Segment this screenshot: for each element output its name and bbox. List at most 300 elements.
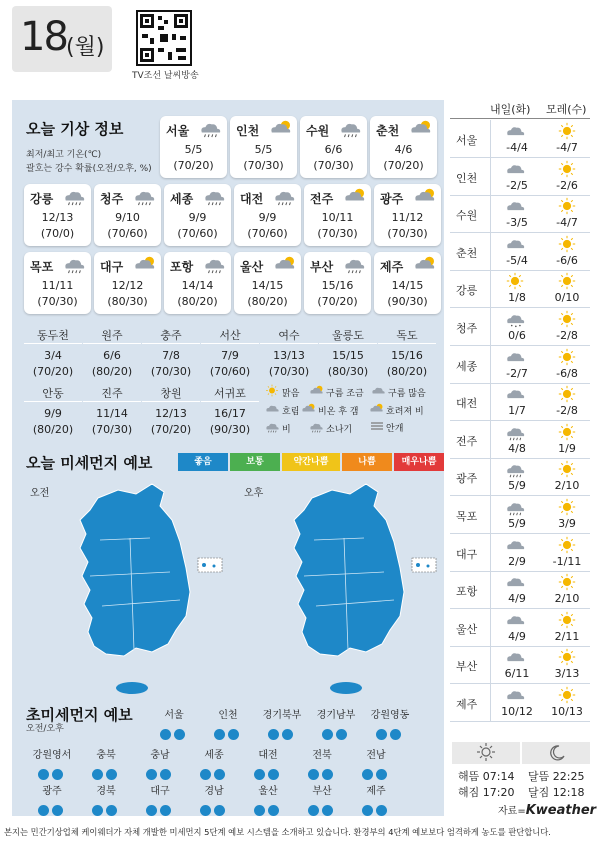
fine-dust-경북: [80, 782, 132, 820]
city-temp: 9/9: [188, 211, 207, 224]
minor-city-원주: [83, 327, 141, 387]
legend-label: 구름 조금: [326, 388, 364, 399]
forecast-d1: 5/9: [508, 479, 526, 493]
sun-cloud-icon: [341, 186, 367, 206]
city-card-부산: [304, 252, 371, 314]
city-temp: 11/12: [391, 211, 424, 224]
dust-am-dot: [214, 729, 225, 740]
forecast-row-춘천: [450, 233, 590, 271]
fine-region-name: 울산: [258, 786, 278, 797]
city-card-춘천: [370, 116, 437, 178]
fine-dust-충북: [80, 746, 132, 784]
legend-흐려져 비: [368, 402, 424, 418]
minor-city-prob: (80/30): [327, 365, 369, 378]
city-card-목포: [24, 252, 91, 314]
dust-am-dot: [92, 769, 103, 780]
fine-region-name: 충남: [150, 750, 170, 761]
forecast-d1: 6/11: [504, 667, 530, 681]
sunset: 해짐 17:20: [458, 786, 515, 799]
minor-city-독도: [378, 327, 436, 387]
city-prob: (70/20): [317, 295, 358, 308]
minor-city-name: 서산: [219, 329, 241, 342]
forecast-city: 대구: [456, 547, 478, 561]
dust-pm-dot: [214, 769, 225, 780]
dust-am-dot: [322, 729, 333, 740]
legend-구름 조금: [308, 384, 364, 400]
forecast-d1: 5/9: [508, 517, 526, 530]
minor-city-temp: 15/15: [332, 349, 364, 362]
dust-am-dot: [200, 805, 211, 816]
city-temp: 12/13: [41, 211, 74, 224]
forecast-d2: -1/11: [552, 554, 582, 568]
sun-cloud-icon: [411, 186, 437, 206]
fine-dust-대구: [134, 782, 186, 820]
legend-icon: [264, 384, 280, 400]
city-card-인천: [230, 116, 297, 178]
cloud-rain-icon: [341, 254, 367, 274]
forecast-city: 강릉: [456, 284, 478, 298]
dust-am-dot: [160, 729, 171, 740]
city-temp: 14/14: [181, 279, 214, 292]
sun-cloud-icon: [267, 118, 293, 138]
minor-city-prob: (70/60): [209, 365, 251, 378]
fine-region-name: 인천: [218, 710, 238, 721]
prob-note: 괄호는 강수 확률(오전/오후, %): [26, 164, 152, 174]
city-card-강릉: [24, 184, 91, 246]
sun-cloud-icon: [411, 254, 437, 274]
forecast-d1: -2/7: [506, 366, 528, 380]
forecast-d2: 2/11: [554, 629, 580, 643]
fine-dust-title: 초미세먼지 예보: [26, 706, 133, 724]
sunrise: 해뜸 07:14: [458, 770, 515, 783]
forecast-row-울산: [450, 609, 590, 647]
cloud-rain-icon: [197, 118, 223, 138]
city-name: 대구: [100, 260, 124, 274]
minor-city-temp: 3/4: [44, 349, 62, 362]
dust-am-dot: [308, 805, 319, 816]
fine-dust-경남: [188, 782, 240, 820]
forecast-d1: 4/8: [508, 441, 526, 455]
sun-cloud-icon: [271, 254, 297, 274]
sun-cloud-icon: [131, 254, 157, 274]
dust-pm-dot: [390, 729, 401, 740]
dust-pm-dot: [336, 729, 347, 740]
fine-region-name: 경기북부: [262, 710, 302, 721]
city-card-대전: [234, 184, 301, 246]
city-card-전주: [304, 184, 371, 246]
city-prob: (70/30): [387, 227, 428, 240]
city-temp: 5/5: [184, 143, 203, 156]
minor-city-동두천: [24, 327, 82, 387]
fine-region-name: 강원영동: [370, 710, 410, 721]
fine-dust-강원영동: [364, 706, 416, 744]
forecast-row-강릉: [450, 270, 590, 308]
header-rule: [450, 118, 590, 119]
city-name: 울산: [240, 260, 264, 274]
dust-pm-dot: [228, 729, 239, 740]
dust-map-am: [40, 480, 230, 700]
dust-pm-dot: [106, 769, 117, 780]
forecast-row-전주: [450, 421, 590, 459]
fine-dust-대전: [242, 746, 294, 784]
dust-am-dot: [146, 805, 157, 816]
fine-region-name: 강원영서: [32, 750, 72, 761]
legend-구름 많음: [370, 384, 426, 400]
minor-city-temp: 15/16: [391, 349, 423, 362]
dust-am-dot: [254, 805, 265, 816]
dust-am-dot: [268, 729, 279, 740]
minor-city-안동: [24, 385, 82, 445]
city-prob: (70/30): [37, 295, 78, 308]
forecast-d2: 10/13: [551, 705, 583, 718]
forecast-city: 세종: [456, 359, 478, 373]
minor-city-name: 진주: [101, 387, 123, 400]
fine-dust-강원영서: [26, 746, 78, 784]
legend-비온 후 갬: [300, 402, 359, 418]
minor-city-name: 안동: [42, 387, 64, 400]
fine-region-name: 서울: [164, 710, 184, 721]
city-card-포항: [164, 252, 231, 314]
moon-icon: [548, 744, 566, 766]
forecast-row-청주: [450, 308, 590, 346]
city-card-수원: [300, 116, 367, 178]
date-day: 18: [20, 14, 67, 60]
am-label: 오전: [30, 488, 50, 499]
dust-am-dot: [254, 769, 265, 780]
legend-icon: [370, 384, 386, 400]
legend-icon: [368, 402, 384, 418]
city-card-광주: [374, 184, 441, 246]
column-divider: [490, 120, 491, 722]
minor-city-여수: [260, 327, 318, 387]
city-name: 청주: [100, 192, 124, 206]
minor-city-temp: 7/9: [221, 349, 239, 362]
city-prob: (70/60): [247, 227, 288, 240]
city-name: 전주: [310, 192, 334, 206]
city-temp: 14/15: [251, 279, 284, 292]
city-temp: 4/6: [394, 143, 413, 156]
legend-흐림: [264, 402, 299, 418]
city-temp: 6/6: [324, 143, 343, 156]
legend-icon: [308, 384, 324, 400]
forecast-d1: -2/5: [506, 178, 528, 192]
dust-pm-dot: [322, 769, 333, 780]
divider: [319, 343, 377, 344]
forecast-d1: -5/4: [506, 253, 528, 267]
divider: [24, 401, 82, 402]
city-name: 대전: [240, 192, 264, 206]
qr-code-icon[interactable]: [136, 10, 192, 66]
city-prob: (70/60): [107, 227, 148, 240]
forecast-city: 목포: [456, 510, 478, 523]
legend-label: 안개: [386, 424, 404, 434]
forecast-city: 울산: [456, 622, 478, 636]
city-card-울산: [234, 252, 301, 314]
fine-region-name: 광주: [42, 786, 62, 797]
city-temp: 12/12: [111, 279, 144, 292]
fine-region-name: 대전: [258, 750, 278, 761]
sun-icon: [476, 742, 496, 766]
fine-region-name: 경북: [96, 786, 116, 797]
minor-city-prob: (70/30): [91, 423, 133, 436]
minor-city-temp: 9/9: [44, 407, 62, 420]
fine-dust-경기북부: [256, 706, 308, 744]
dust-map-pm: [254, 480, 444, 700]
forecast-row-제주: [450, 684, 590, 722]
dust-pm-dot: [268, 805, 279, 816]
minor-city-prob: (90/30): [209, 423, 251, 436]
city-prob: (70/0): [40, 227, 75, 240]
dust-pm-dot: [376, 769, 387, 780]
city-card-세종: [164, 184, 231, 246]
city-prob: (90/30): [387, 295, 428, 308]
legend-label: 맑음: [282, 388, 300, 399]
dust-am-dot: [376, 729, 387, 740]
dust-am-dot: [362, 805, 373, 816]
fine-region-name: 전남: [366, 750, 386, 761]
minor-city-temp: 12/13: [155, 407, 187, 420]
dust-am-dot: [308, 769, 319, 780]
fine-region-name: 경기남부: [316, 710, 356, 721]
city-prob: (80/20): [177, 295, 218, 308]
dust-pm-dot: [160, 805, 171, 816]
city-prob: (70/20): [383, 159, 424, 172]
forecast-d1: 4/9: [508, 629, 526, 643]
sun-cloud-icon: [407, 118, 433, 138]
forecast-row-서울: [450, 120, 590, 158]
city-prob: (70/20): [173, 159, 214, 172]
minor-city-울릉도: [319, 327, 377, 387]
city-name: 광주: [380, 192, 404, 206]
city-temp: 9/10: [115, 211, 140, 224]
minor-city-prob: (70/20): [150, 423, 192, 436]
forecast-city: 청주: [456, 322, 478, 335]
legend-맑음: [264, 384, 299, 400]
forecast-d1: 4/9: [508, 592, 526, 606]
dust-pm-dot: [376, 805, 387, 816]
forecast-row-인천: [450, 158, 590, 196]
dust-am-dot: [92, 805, 103, 816]
dust-am-dot: [200, 769, 211, 780]
dust-level-0: 좋음: [178, 453, 228, 471]
dust-pm-dot: [106, 805, 117, 816]
forecast-d2: 1/9: [558, 441, 576, 455]
fine-region-name: 대구: [150, 786, 170, 797]
city-name: 수원: [306, 124, 330, 138]
minor-city-prob: (70/20): [32, 365, 74, 378]
forecast-d1: 1/7: [508, 404, 526, 418]
pm-label: 오후: [244, 488, 264, 499]
temp-note: 최저/최고 기온(℃): [26, 150, 102, 160]
forecast-d2: -2/6: [556, 178, 578, 192]
legend-icon: [308, 420, 324, 436]
kweather-logo: Kweather: [525, 803, 597, 818]
forecast-d1: 0/6: [508, 329, 526, 342]
city-temp: 14/15: [391, 279, 424, 292]
legend-label: 구름 많음: [388, 388, 426, 399]
minor-city-창원: [142, 385, 200, 445]
forecast-d1: 10/12: [501, 705, 533, 718]
minor-city-prob: (80/20): [91, 365, 133, 378]
forecast-d2: -6/6: [556, 253, 578, 267]
legend-icon: [264, 402, 280, 418]
dust-pm-dot: [52, 769, 63, 780]
dust-am-dot: [146, 769, 157, 780]
forecast-row-대구: [450, 534, 590, 572]
forecast-d2: -4/7: [556, 141, 578, 154]
fine-region-name: 전북: [312, 750, 332, 761]
forecast-d1: -3/5: [506, 216, 528, 230]
qr-caption: TV조선 날씨방송: [132, 71, 199, 81]
minor-city-name: 동두천: [37, 329, 69, 342]
legend-icon: [370, 420, 384, 435]
minor-city-name: 독도: [396, 329, 418, 342]
dust-pm-dot: [268, 769, 279, 780]
fine-dust-전북: [296, 746, 348, 784]
forecast-d2: -2/8: [556, 404, 578, 418]
today-title: 오늘 기상 정보: [26, 120, 124, 138]
forecast-city: 서울: [456, 134, 478, 147]
minor-city-temp: 13/13: [273, 349, 305, 362]
legend-label: 비: [282, 424, 291, 435]
forecast-city: 부산: [456, 660, 478, 674]
minor-city-name: 서귀포: [214, 387, 246, 400]
minor-city-name: 충주: [160, 329, 182, 342]
forecast-row-포항: [450, 571, 590, 609]
forecast-d1: 1/8: [508, 291, 526, 305]
source-prefix: 자료=: [498, 806, 526, 817]
forecast-row-부산: [450, 646, 590, 684]
legend-안개: [370, 420, 403, 435]
city-name: 목포: [30, 260, 54, 274]
minor-city-name: 원주: [101, 329, 123, 342]
footer-note: 본지는 민간기상업체 케이웨더가 자체 개발한 미세먼지 5단계 예보 시스템을 소개하고 있습니다. 환경부의 4단계 예보보다 엄격하게 농도를 판단합니다.: [4, 827, 551, 837]
dust-title: 오늘 미세먼지 예보: [26, 454, 153, 472]
dust-pm-dot: [322, 805, 333, 816]
dust-pm-dot: [174, 729, 185, 740]
fine-region-name: 제주: [366, 786, 386, 797]
forecast-row-세종: [450, 346, 590, 384]
divider: [260, 343, 318, 344]
city-name: 인천: [236, 124, 260, 138]
cloud-rain-icon: [201, 186, 227, 206]
forecast-row-목포: [450, 496, 590, 534]
city-prob: (70/30): [243, 159, 284, 172]
fine-dust-충남: [134, 746, 186, 784]
dust-pm-dot: [52, 805, 63, 816]
minor-city-temp: 16/17: [214, 407, 246, 420]
forecast-d2: -6/8: [556, 366, 578, 380]
dust-level-1: 보통: [230, 453, 280, 471]
fine-region-name: 경남: [204, 786, 224, 797]
minor-city-name: 여수: [278, 329, 300, 342]
fine-dust-세종: [188, 746, 240, 784]
legend-label: 흐려져 비: [386, 406, 424, 417]
minor-city-진주: [83, 385, 141, 445]
minor-city-prob: (70/30): [268, 365, 310, 378]
divider: [201, 343, 259, 344]
city-temp: 15/16: [321, 279, 354, 292]
forecast-d2: 3/9: [558, 517, 576, 530]
forecast-row-광주: [450, 458, 590, 496]
divider: [201, 401, 259, 402]
forecast-d2: 2/10: [554, 592, 580, 606]
fine-dust-광주: [26, 782, 78, 820]
city-prob: (80/20): [247, 295, 288, 308]
legend-소나기: [308, 420, 352, 436]
cloud-rain-icon: [201, 254, 227, 274]
forecast-city: 수원: [456, 209, 478, 223]
fine-dust-경기남부: [310, 706, 362, 744]
city-prob: (70/30): [313, 159, 354, 172]
dust-pm-dot: [160, 769, 171, 780]
cloud-rain-icon: [131, 186, 157, 206]
forecast-row-대전: [450, 383, 590, 421]
minor-city-temp: 11/14: [96, 407, 128, 420]
city-card-제주: [374, 252, 441, 314]
minor-city-충주: [142, 327, 200, 387]
legend-비: [264, 420, 291, 436]
fine-region-name: 부산: [312, 786, 332, 797]
city-name: 서울: [166, 124, 190, 138]
moonset: 달짐 12:18: [528, 786, 585, 799]
dust-am-dot: [38, 769, 49, 780]
fine-dust-제주: [350, 782, 402, 820]
forecast-d2: -2/8: [556, 329, 578, 342]
legend-icon: [300, 402, 316, 418]
city-card-대구: [94, 252, 161, 314]
forecast-d1: -4/4: [506, 141, 528, 154]
dust-level-2: 약간나쁨: [282, 453, 340, 471]
city-name: 포항: [170, 260, 194, 274]
forecast-city: 제주: [456, 698, 478, 711]
col-dayafter: 모레(수): [546, 103, 587, 116]
forecast-d1: 2/9: [508, 554, 526, 568]
fine-dust-서울: [148, 706, 200, 744]
forecast-city: 인천: [456, 171, 478, 185]
moonrise: 달뜸 22:25: [528, 770, 585, 783]
dust-am-dot: [38, 805, 49, 816]
fine-dust-subtitle: 오전/오후: [26, 724, 64, 734]
dust-level-4: 매우나쁨: [394, 453, 444, 471]
city-prob: (70/30): [317, 227, 358, 240]
city-prob: (70/60): [177, 227, 218, 240]
col-tomorrow: 내일(화): [490, 103, 531, 116]
minor-city-prob: (80/20): [32, 423, 74, 436]
city-name: 춘천: [376, 124, 400, 138]
legend-icon: [264, 420, 280, 436]
dust-level-3: 나쁨: [342, 453, 392, 471]
legend-label: 비온 후 갬: [318, 406, 359, 417]
fine-dust-전남: [350, 746, 402, 784]
fine-dust-부산: [296, 782, 348, 820]
divider: [24, 343, 82, 344]
cloud-rain-icon: [61, 186, 87, 206]
source-label: [498, 802, 596, 818]
city-temp: 5/5: [254, 143, 273, 156]
fine-region-name: 충북: [96, 750, 116, 761]
fine-region-name: 세종: [204, 750, 224, 761]
city-name: 부산: [310, 260, 334, 274]
forecast-city: 전주: [456, 434, 478, 448]
minor-city-name: 창원: [160, 387, 182, 400]
minor-city-prob: (80/20): [386, 365, 428, 378]
city-temp: 10/11: [321, 211, 354, 224]
forecast-row-수원: [450, 195, 590, 233]
city-prob: (80/30): [107, 295, 148, 308]
dust-am-dot: [362, 769, 373, 780]
forecast-city: 춘천: [456, 246, 478, 260]
